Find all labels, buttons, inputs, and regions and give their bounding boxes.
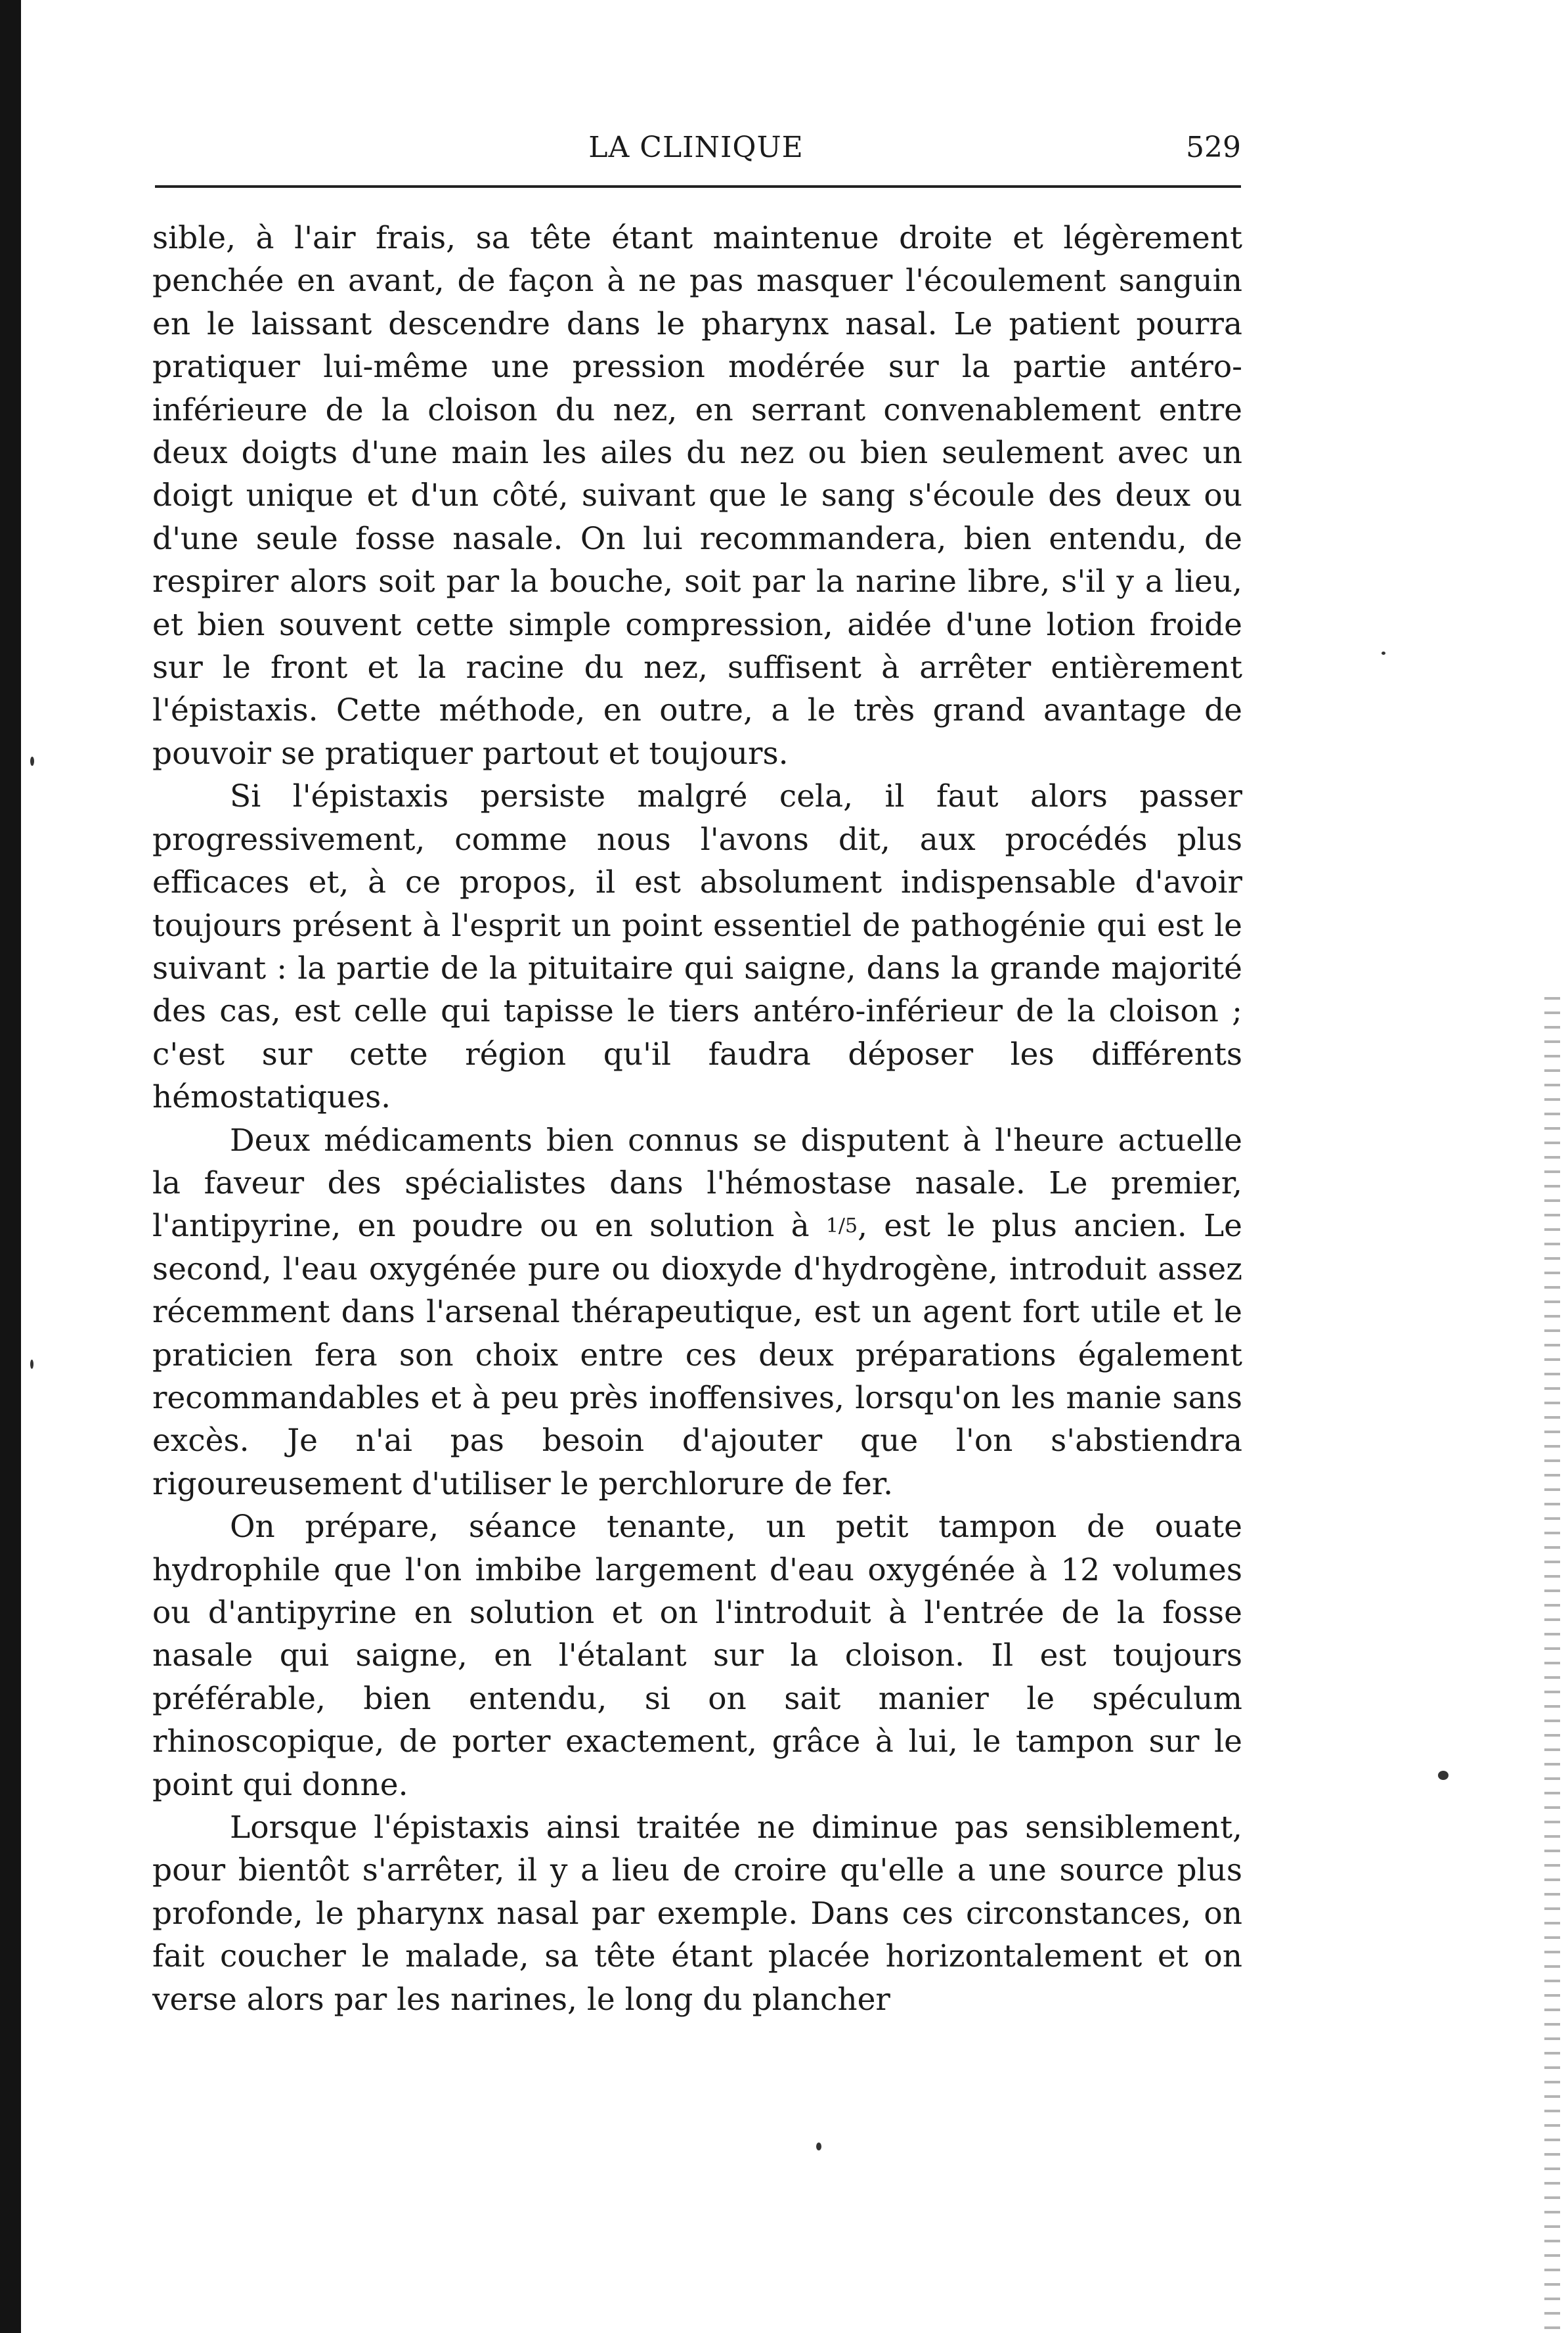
header-rule — [155, 185, 1241, 188]
paragraph-1: sible, à l'air frais, sa tête étant maintenue droite et légèrement penchée en avant, de façon à ne pas masquer l'écoulement sanguin en le laissant descendre dans le pharynx nasal. Le patient pourra pratiquer lui-même une pression modérée sur la partie antéro-inférieure de la cloison du nez, en serrant convenablement entre deux doigts d'une main les ailes du nez ou bien seulement avec un doigt unique et d'un côté, suivant que le sang s'écoule des deux ou d'une seule fosse nasale. On lui recommandera, bien entendu, de respirer alors soit par la bouche, soit par la narine libre, s'il y a lieu, et bien souvent cette simple compression, aidée d'une lotion froide sur le front et la racine du nez, suffisent à arrêter entièrement l'épistaxis. Cette méthode, en outre, a le très grand avantage de pouvoir se pratiquer partout et toujours. — [152, 220, 1242, 772]
paragraph-5: Lorsque l'épistaxis ainsi traitée ne diminue pas sensiblement, pour bientôt s'arrêter, il y a lieu de croire qu'elle a une source plus profonde, le pharynx nasal par exemple. Dans ces circonstances, on fait coucher le malade, sa tête étant placée horizontalement et on verse alors par les narines, le long du plancher — [152, 1810, 1242, 2018]
page-body — [152, 217, 1242, 2021]
scan-edge-noise — [1544, 985, 1560, 2332]
page-header — [151, 125, 1241, 171]
paragraph-3 — [152, 1119, 1242, 1506]
scan-binding-edge — [0, 0, 21, 2333]
paragraph-3-part-1: Deux médicaments bien connus se disputent à l'heure actuelle la faveur des spécialistes dans l'hémostase nasale. Le premier, l'antipyrine, en poudre ou en solution à — [152, 1122, 1242, 1245]
paragraph-3-part-2: , est le plus ancien. Le second, l'eau oxygénée pure ou dioxyde d'hydrogène, introduit assez récemment dans l'arsenal thérapeutique, est un agent fort utile et le praticien fera son choix entre ces deux préparations également recommandables et à peu près inoffensives, lorsqu'on les manie sans excès. Je n'ai pas besoin d'ajouter que l'on s'abstiendra rigoureusement d'utiliser le perchlorure de fer. — [152, 1208, 1242, 1502]
speck — [1382, 652, 1385, 655]
fraction: 1/5 — [825, 1214, 858, 1238]
speck — [816, 2143, 821, 2150]
page-number: 529 — [1186, 131, 1241, 164]
speck — [30, 757, 34, 766]
running-title: LA CLINIQUE — [588, 131, 804, 164]
speck — [1438, 1771, 1448, 1780]
paragraph-4: On prépare, séance tenante, un petit tampon de ouate hydrophile que l'on imbibe largement d'eau oxygénée à 12 volumes ou d'antipyrine en solution et on l'introduit à l'entrée de la fosse nasale qui saigne, en l'étalant sur la cloison. Il est toujours préférable, bien entendu, si on sait manier le spéculum rhinoscopique, de porter exactement, grâce à lui, le tampon sur le point qui donne. — [152, 1509, 1242, 1803]
speck — [30, 1360, 33, 1369]
paragraph-2: Si l'épistaxis persiste malgré cela, il faut alors passer progressivement, comme nous l'avons dit, aux procédés plus efficaces et, à ce propos, il est absolument indispensable d'avoir toujours présent à l'esprit un point essentiel de pathogénie qui est le suivant : la partie de la pituitaire qui saigne, dans la grande majorité des cas, est celle qui tapisse le tiers antéro-inférieur de la cloison ; c'est sur cette région qu'il faudra déposer les différents hémostatiques. — [152, 778, 1242, 1116]
